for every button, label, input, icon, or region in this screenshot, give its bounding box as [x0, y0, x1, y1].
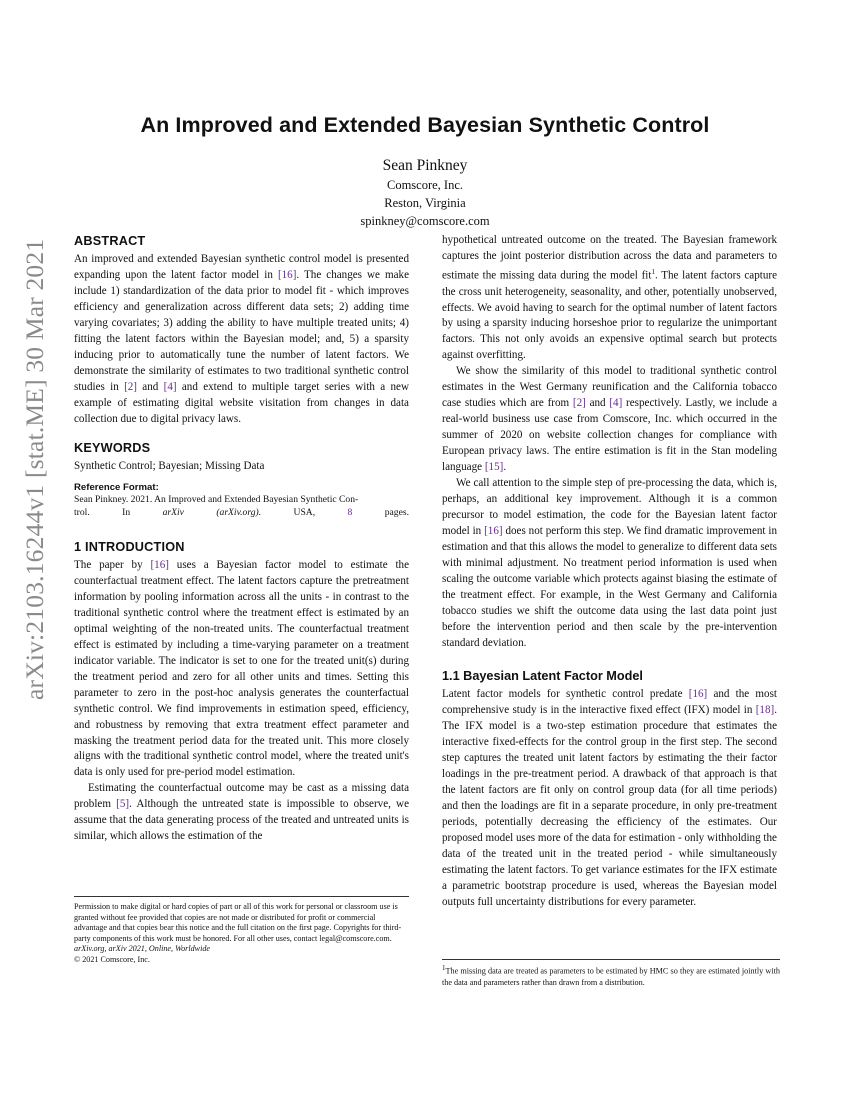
body-paragraph: We show the similarity of this model to traditional synthetic control estimates in the West Germany reunification and the California tobacco case studies which are from [2] and [4] respectively. Lastly, we include a real-world business use case from Comscore, Inc. which occurred in the summer of 2020 on website collection changes for compliance with European privacy laws. The entire estimation is fit in the Stan modeling language [15]. [442, 365, 777, 474]
keywords-text: Synthetic Control; Bayesian; Missing Data [74, 460, 265, 473]
citation-link[interactable]: [16] [484, 524, 503, 537]
abstract-text: An improved and extended Bayesian synthetic control model is presented expanding upon the latent factor model in [16]. The changes we make include 1) standardization of the data prior to model fit - which improves efficiency and generalization across different data sets; 2) adding time varying covariates; 3) adding the ability to have multiple treated units; 4) fitting the latent factors within the Bayesian model; and, 5) a sparsity inducing prior to automatically tune the number of latent factors. We demonstrate the similarity of estimates to two traditional synthetic control studies in [2] and [4] and extend to multiple target series with a new example of estimating digital website visitation from changes in data collection due to digital privacy laws. [74, 253, 409, 425]
author-location: Reston, Virginia [384, 196, 466, 210]
paper-title: An Improved and Extended Bayesian Synthetic Control [140, 113, 710, 137]
footnote-number: 1 [442, 964, 446, 972]
arxiv-identifier-stamp: arXiv:2103.16244v1 [stat.ME] 30 Mar 2021 [20, 238, 49, 700]
author-email: spinkney@comscore.com [360, 214, 490, 228]
citation-link[interactable]: [4] [163, 380, 177, 393]
introduction-heading: 1 INTRODUCTION [74, 540, 185, 555]
body-paragraph: hypothetical untreated outcome on the treated. The Bayesian framework captures the joint posterior distribution across the data and parameters to estimate the missing data during the model fit$^1$. The latent factors capture the cross unit heterogeneity, seasonality, and other, potentially unobserved, effects. We avoid having to search for the optimal number of latent factors by using a sparsity inducing horseshoe prior to regularize the unimportant factors. This not only avoids an expensive optimal search but protects against overfitting. [442, 234, 777, 362]
reference-format-heading: Reference Format: [74, 482, 159, 494]
permission-notice [74, 896, 409, 966]
footnote-marker[interactable]: 1 [651, 267, 655, 276]
right-column [442, 233, 777, 911]
author-block [225, 156, 625, 230]
page-count-link[interactable]: 8 [347, 507, 353, 519]
citation-link[interactable]: [16] [688, 688, 708, 701]
citation-link[interactable]: [18] [755, 704, 775, 717]
body-paragraph: We call attention to the simple step of pre-processing the data, which is, perhaps, an additional key improvement. Although it is a common precursor to model estimation, the code for the Bayesian latent factor model in [16] does not perform this step. We find dramatic improvement in estimation and that this allows the model to generalize to different data sets with minimal adjustment. No treatment period information is used when scaling the outcome variable which protects against biasing the estimate of the treatment effect. For example, in the West Germany and California tobacco studies we shift the outcome data using the last data point just before the intervention period and then scale by the pre-intervention standard deviation. [442, 476, 777, 649]
reference-format-text: Sean Pinkney. 2021. An Improved and Extended Bayesian Synthetic Con- trol. In arXiv (arXiv.org). USA, 8 pages. [74, 494, 409, 519]
footnote-text: The missing data are treated as parameters to be estimated by HMC so they are estimated jointly with the data and parameters rather than drawn from a distribution. [442, 966, 780, 987]
citation-link[interactable]: [2] [572, 397, 586, 410]
introduction-paragraph: Estimating the counterfactual outcome may be cast as a missing data problem [5]. Although the untreated state is impossible to observe, we assume that the data generating process of the treated and untreated units is similar, which allows the estimation of the [74, 782, 409, 843]
citation-link[interactable]: [16] [150, 559, 169, 572]
author-name: Sean Pinkney [382, 157, 468, 174]
citation-link[interactable]: [2] [124, 380, 137, 393]
copyright-line: © 2021 Comscore, Inc. [74, 954, 150, 964]
abstract-heading: ABSTRACT [74, 234, 146, 248]
citation-link[interactable]: [16] [277, 268, 297, 281]
permission-text: Permission to make digital or hard copies of part or all of this work for personal or classroom use is granted without fee provided that copies are not made or distributed for profit or commercial advantage and that copies bear this notice and the full citation on the first page. Copyrights for third-party components of this work must be honored. For all other uses, contact legal@comscore.com. [74, 902, 402, 943]
venue-line: arXiv.org, arXiv 2021, Online, Worldwide [74, 944, 211, 954]
footnote [442, 959, 780, 988]
introduction-paragraph: The paper by [16] uses a Bayesian factor model to estimate the counterfactual treatment effect. The latent factors capture the pretreatment information by pooling information across all the units - in contrast to the traditional synthetic control where the treatment effect is estimated by an optimal weighting of the non-treated units. The counterfactual treatment effect is estimated by including a time-varying parameter on a treatment indicator variable. The indicator is set to one for the treated unit(s) during the treatment period and zero for all other units and times. Setting this parameter to zero in the post-hoc analysis generates the counterfactual synthetic control. We find improvements in estimation speed, efficiency, and robustness by removing that extra treatment effect parameter and masking the treatment period data for the treated unit. This more closely aligns with the traditional synthetic control model, where the treated unit's data is only used for pre-period model estimation. [74, 559, 409, 779]
citation-link[interactable]: [4] [609, 397, 623, 410]
citation-link[interactable]: [15] [484, 461, 504, 474]
keywords-heading: KEYWORDS [74, 441, 151, 456]
body-paragraph: Latent factor models for synthetic control predate [16] and the most comprehensive study is in the interactive fixed effect (IFX) model in [18]. The IFX model is a two-step estimation procedure that estimates the interactive fixed-effects for the control group in the first step. The second step captures the treated unit latent factors by estimating the their factor loadings in the pre-treatment period. A drawback of that approach is that the latent factors are fit only on control group data (for all time periods) and then the loadings are fit in a separate procedure, in only pre-treatment periods, potentially decreasing the efficiency of the estimates. Our proposed model uses more of the data for estimation - only withholding the data of the treated unit in the treated period - while simultaneously estimating the latent factors. To get variance estimates for the IFX estimate a parametric bootstrap procedure is used, whereas the Bayesian model outputs full uncertainty distributions for every parameter. [442, 688, 777, 908]
author-affiliation: Comscore, Inc. [386, 178, 464, 192]
subsection-heading: 1.1 Bayesian Latent Factor Model [442, 669, 643, 684]
left-column [74, 233, 409, 845]
citation-link[interactable]: [5] [116, 798, 130, 811]
